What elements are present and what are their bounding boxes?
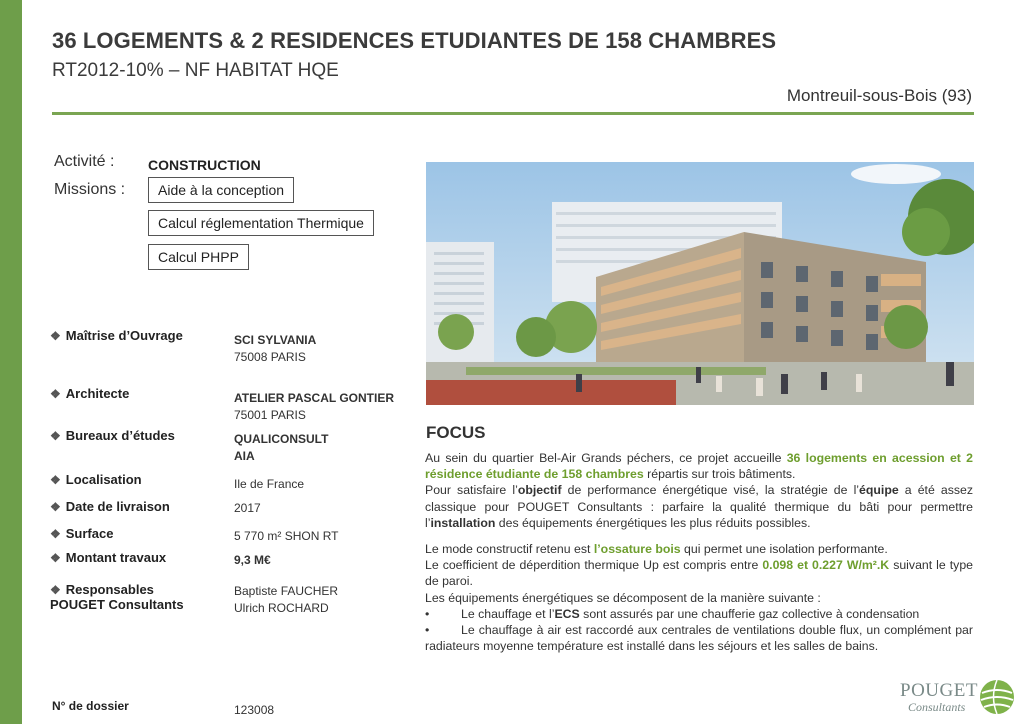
missions-label: Missions : [54, 181, 126, 198]
page-title: 36 LOGEMENTS & 2 RESIDENCES ETUDIANTES DE 158 CHAMBRES [52, 28, 777, 53]
architect-label: ❖ Architecte [50, 386, 130, 401]
dossier-value: 123008 [234, 703, 275, 717]
bureaux-etudes-label: ❖ Bureaux d’études [50, 428, 175, 443]
architect-value: ATELIER PASCAL GONTIER 75001 PARIS [234, 391, 395, 422]
diamond-bullet-icon: ❖ [50, 551, 61, 565]
diamond-bullet-icon: ❖ [50, 473, 61, 487]
mission-calcul-phpp: Calcul PHPP [148, 244, 249, 270]
diamond-bullet-icon: ❖ [50, 527, 61, 541]
focus-paragraph-5: Les équipements énergétiques se décomposent de la manière suivante : [425, 590, 821, 605]
montant-label: ❖ Montant travaux [50, 550, 167, 565]
focus-paragraph-4: Le coefficient de déperdition thermique Up est compris entre 0.098 et 0.227 W/m².K suivant le type de paroi. [425, 558, 973, 589]
date-livraison-label: ❖ Date de livraison [50, 499, 170, 514]
focus-body [425, 450, 973, 654]
focus-paragraph-2: Pour satisfaire l’objectif de performance énergétique visé, la stratégie de l’équipe a été assez classique pour POUGET Consultants : parfaire la qualité thermique du bâti pour permettre l’installation des équipements énergétiques les plus réduits possibles. [425, 483, 973, 530]
mission-aide-conception: Aide à la conception [148, 177, 294, 203]
montant-value: 9,3 M€ [234, 553, 271, 567]
logo-subtitle: Consultants [908, 700, 966, 714]
surface-value: 5 770 m² SHON RT [234, 529, 339, 543]
focus-bullet-1: • Le chauffage et l’ECS sont assurés par une chaufferie gaz collective à condensation [425, 606, 920, 621]
diamond-bullet-icon: ❖ [50, 500, 61, 514]
activity-label: Activité : [54, 153, 115, 170]
focus-heading: FOCUS [426, 423, 486, 442]
bullet-icon: • [425, 623, 430, 638]
pouget-logo [880, 674, 1020, 722]
globe-icon [978, 678, 1016, 716]
diamond-bullet-icon: ❖ [50, 329, 61, 343]
diamond-bullet-icon: ❖ [50, 387, 61, 401]
focus-bullet-2: • Le chauffage à air est raccordé aux centrales de ventilations double flux, un complément par radiateurs moyenne température est installé dans les séjours et les salles de bains. [425, 623, 973, 654]
logo-name: POUGET [900, 680, 978, 701]
date-livraison-value: 2017 [234, 501, 261, 515]
dossier-label: N° de dossier [52, 699, 129, 713]
focus-paragraph-3: Le mode constructif retenu est l’ossature bois qui permet une isolation performante. [425, 542, 888, 557]
surface-label: ❖ Surface [50, 526, 114, 541]
responsables-label: ❖ Responsables POUGET Consultants [50, 582, 184, 612]
left-accent-bar [0, 0, 22, 724]
header-divider [52, 112, 974, 115]
page-subtitle: RT2012-10% – NF HABITAT HQE [52, 60, 339, 81]
diamond-bullet-icon: ❖ [50, 429, 61, 443]
project-rendering-image [426, 162, 974, 405]
focus-paragraph-1: Au sein du quartier Bel-Air Grands péchers, ce projet accueille 36 logements en acession et 2 résidence étudiante de 158 chambres répartis sur trois bâtiments. [425, 451, 974, 482]
bullet-icon: • [425, 606, 430, 621]
moa-value: SCI SYLVANIA 75008 PARIS [234, 333, 317, 364]
responsables-value: Baptiste FAUCHER Ulrich ROCHARD [234, 584, 339, 615]
activity-value: CONSTRUCTION [148, 157, 261, 173]
project-location: Montreuil-sous-Bois (93) [786, 86, 972, 105]
moa-label: ❖ Maîtrise d’Ouvrage [50, 328, 183, 343]
diamond-bullet-icon: ❖ [50, 583, 61, 597]
localisation-label: ❖ Localisation [50, 472, 142, 487]
bureaux-etudes-value: QUALICONSULT AIA [234, 432, 329, 463]
localisation-value: Ile de France [234, 477, 305, 491]
mission-calcul-thermique: Calcul réglementation Thermique [148, 210, 374, 236]
